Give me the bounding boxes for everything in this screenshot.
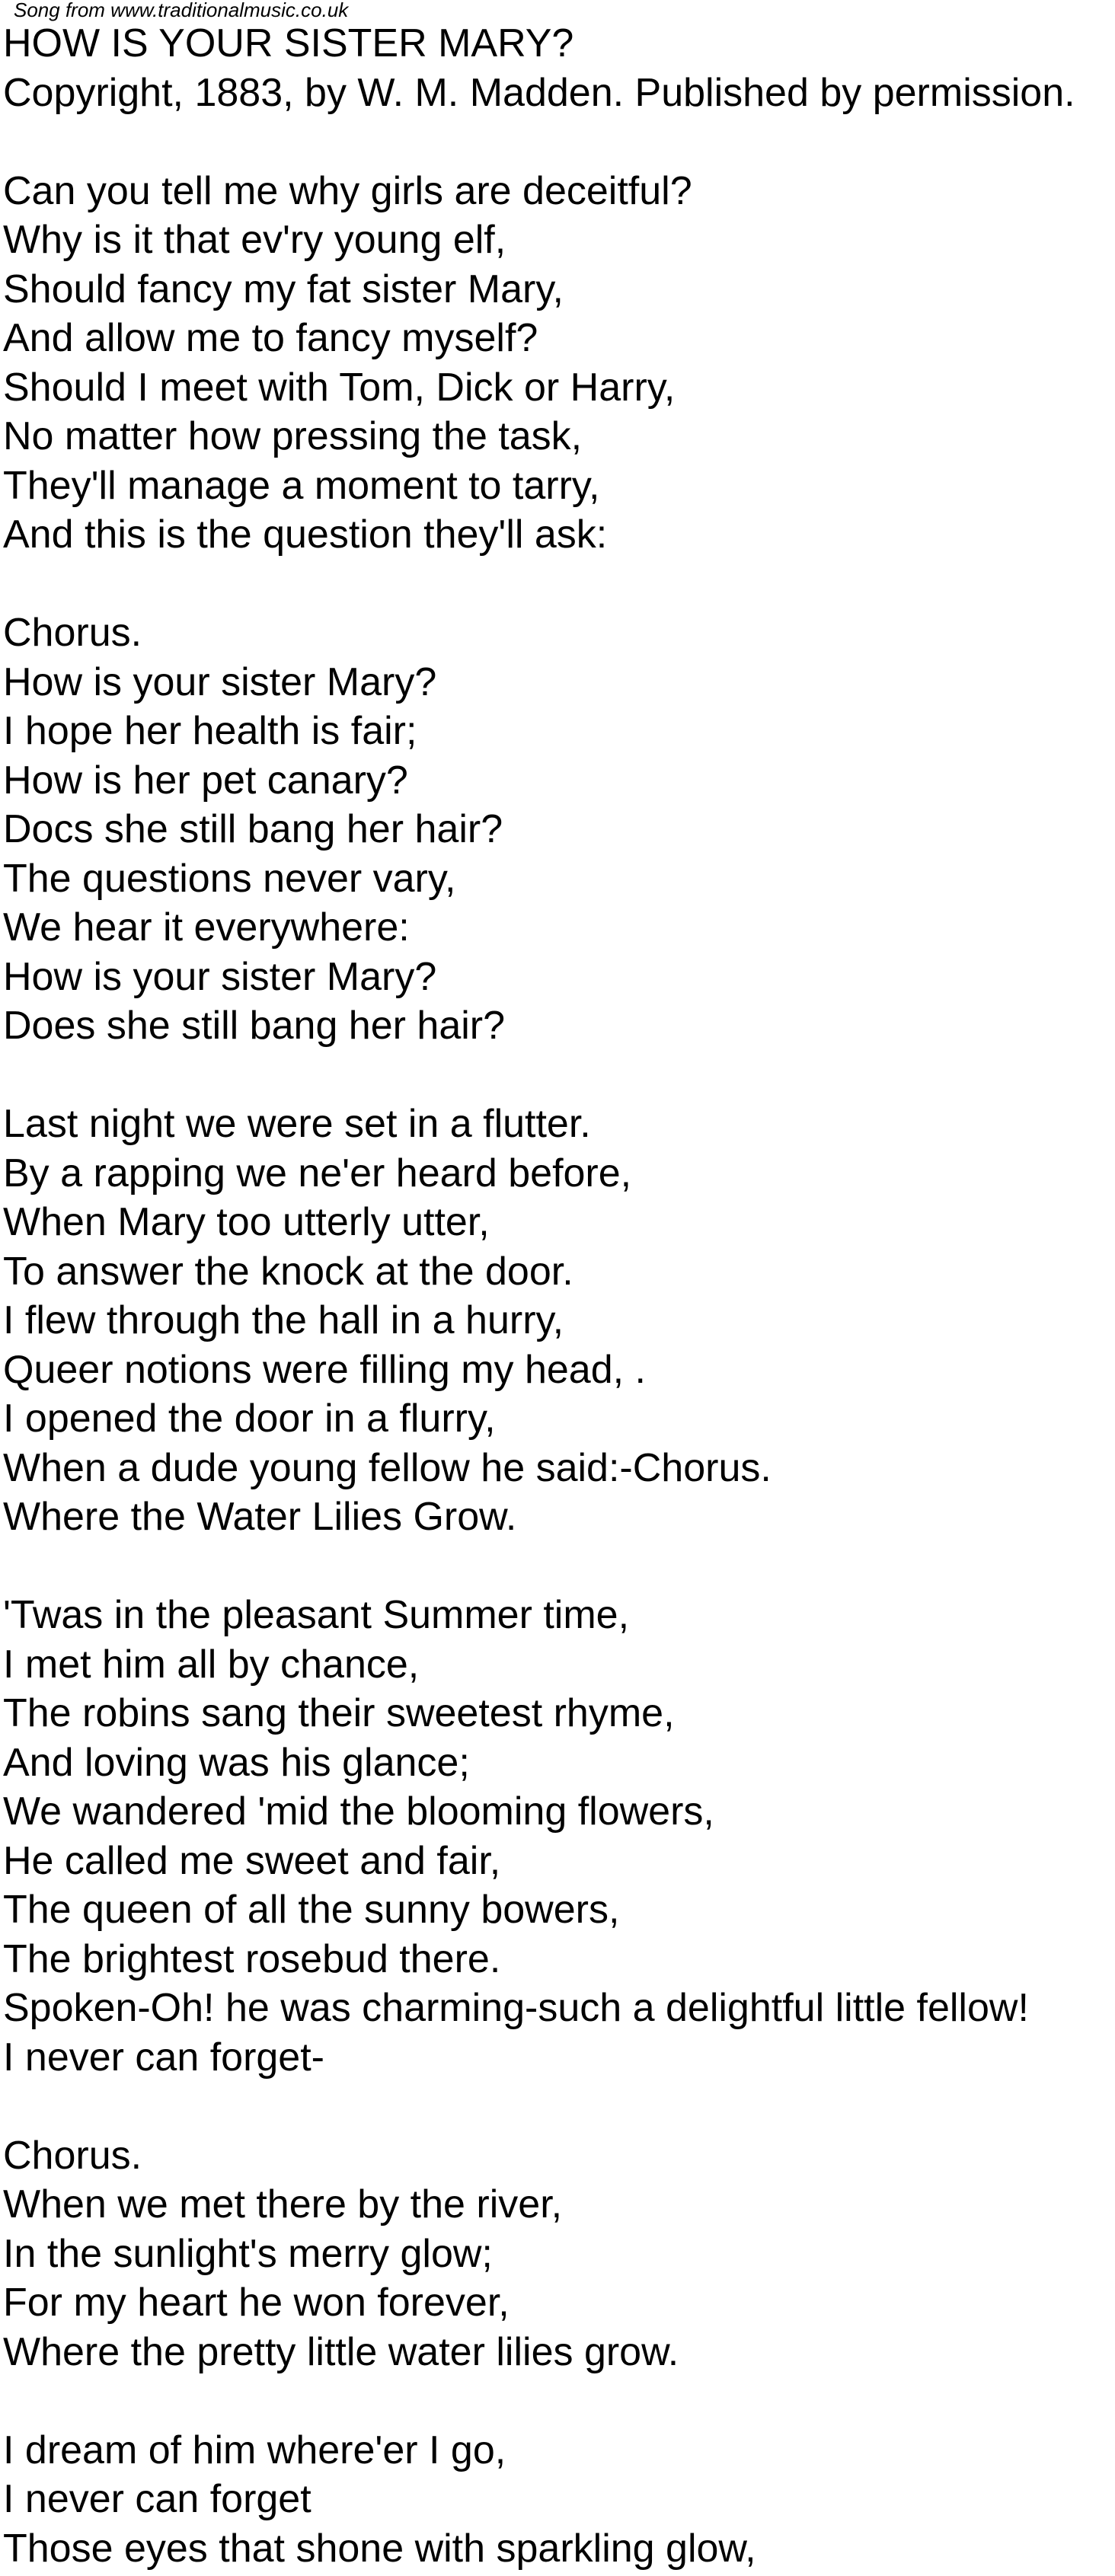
lyric-line: I dream of him where'er I go, [3, 2428, 506, 2472]
lyric-line: Should I meet with Tom, Dick or Harry, [3, 365, 676, 410]
lyric-line: Why is it that ev'ry young elf, [3, 218, 506, 262]
lyric-line: We wandered 'mid the blooming flowers, [3, 1789, 714, 1834]
lyric-line: Last night we were set in a flutter. [3, 1102, 591, 1146]
lyric-line [3, 117, 1112, 167]
lyric-line: When a dude young fellow he said:-Chorus. [3, 1445, 772, 1490]
lyric-line: Spoken-Oh! he was charming-such a delightful little fellow! [3, 1986, 1029, 2030]
lyric-line: The queen of all the sunny bowers, [3, 1888, 620, 1932]
lyric-line: I hope her health is fair; [3, 709, 417, 753]
lyric-line: Chorus. [3, 611, 142, 655]
lyric-line: And this is the question they'll ask: [3, 512, 608, 557]
lyric-line: How is her pet canary? [3, 758, 408, 803]
lyric-line: For my heart he won forever, [3, 2281, 510, 2325]
lyric-line: Should fancy my fat sister Mary, [3, 267, 564, 311]
lyric-line: Docs she still bang her hair? [3, 807, 503, 851]
lyric-line: And allow me to fancy myself? [3, 316, 538, 360]
lyric-line: Where the pretty little water lilies grow. [3, 2329, 679, 2374]
lyric-line: And loving was his glance; [3, 1740, 470, 1785]
lyric-line: No matter how pressing the task, [3, 414, 583, 458]
lyric-line: In the sunlight's merry glow; [3, 2231, 493, 2276]
lyric-line: Those eyes that shone with sparkling glow, [3, 2526, 756, 2571]
lyric-line: The brightest rosebud there. [3, 1936, 501, 1981]
lyric-line: We hear it everywhere: [3, 905, 410, 950]
source-note: Song from www.traditionalmusic.co.uk [14, 0, 349, 21]
lyric-line [3, 1051, 1112, 1100]
lyric-line: I flew through the hall in a hurry, [3, 1298, 564, 1342]
lyric-line: When we met there by the river, [3, 2182, 563, 2226]
lyric-line: How is your sister Mary? [3, 954, 437, 999]
lyrics-text [3, 19, 1112, 2573]
lyric-line: They'll manage a moment to tarry, [3, 463, 600, 508]
lyric-line: To answer the knock at the door. [3, 1249, 573, 1294]
lyric-line [3, 2376, 1112, 2426]
lyric-line: Chorus. [3, 2133, 142, 2178]
lyric-line: 'Twas in the pleasant Summer time, [3, 1593, 630, 1637]
lyric-line: I met him all by chance, [3, 1642, 420, 1687]
lyric-line [3, 2082, 1112, 2131]
lyric-line: I never can forget- [3, 2035, 324, 2080]
lyric-line: By a rapping we ne'er heard before, [3, 1151, 632, 1195]
lyric-line: Queer notions were filling my head, . [3, 1347, 646, 1392]
lyric-line: The questions never vary, [3, 856, 456, 901]
lyric-line: Does she still bang her hair? [3, 1004, 506, 1048]
lyric-line: When Mary too utterly utter, [3, 1200, 490, 1244]
copyright-line: Copyright, 1883, by W. M. Madden. Published by permission. [3, 70, 1075, 115]
lyric-line: I never can forget [3, 2477, 311, 2521]
lyric-line: I opened the door in a flurry, [3, 1397, 496, 1441]
lyric-line: How is your sister Mary? [3, 659, 437, 704]
lyric-line [3, 560, 1112, 609]
lyric-line: He called me sweet and fair, [3, 1838, 501, 1883]
lyric-line: The robins sang their sweetest rhyme, [3, 1691, 675, 1735]
lyric-line: Where the Water Lilies Grow. [3, 1495, 517, 1539]
song-title: HOW IS YOUR SISTER MARY? [3, 21, 574, 65]
lyric-line [3, 1542, 1112, 1591]
lyric-line: Can you tell me why girls are deceitful? [3, 168, 692, 213]
